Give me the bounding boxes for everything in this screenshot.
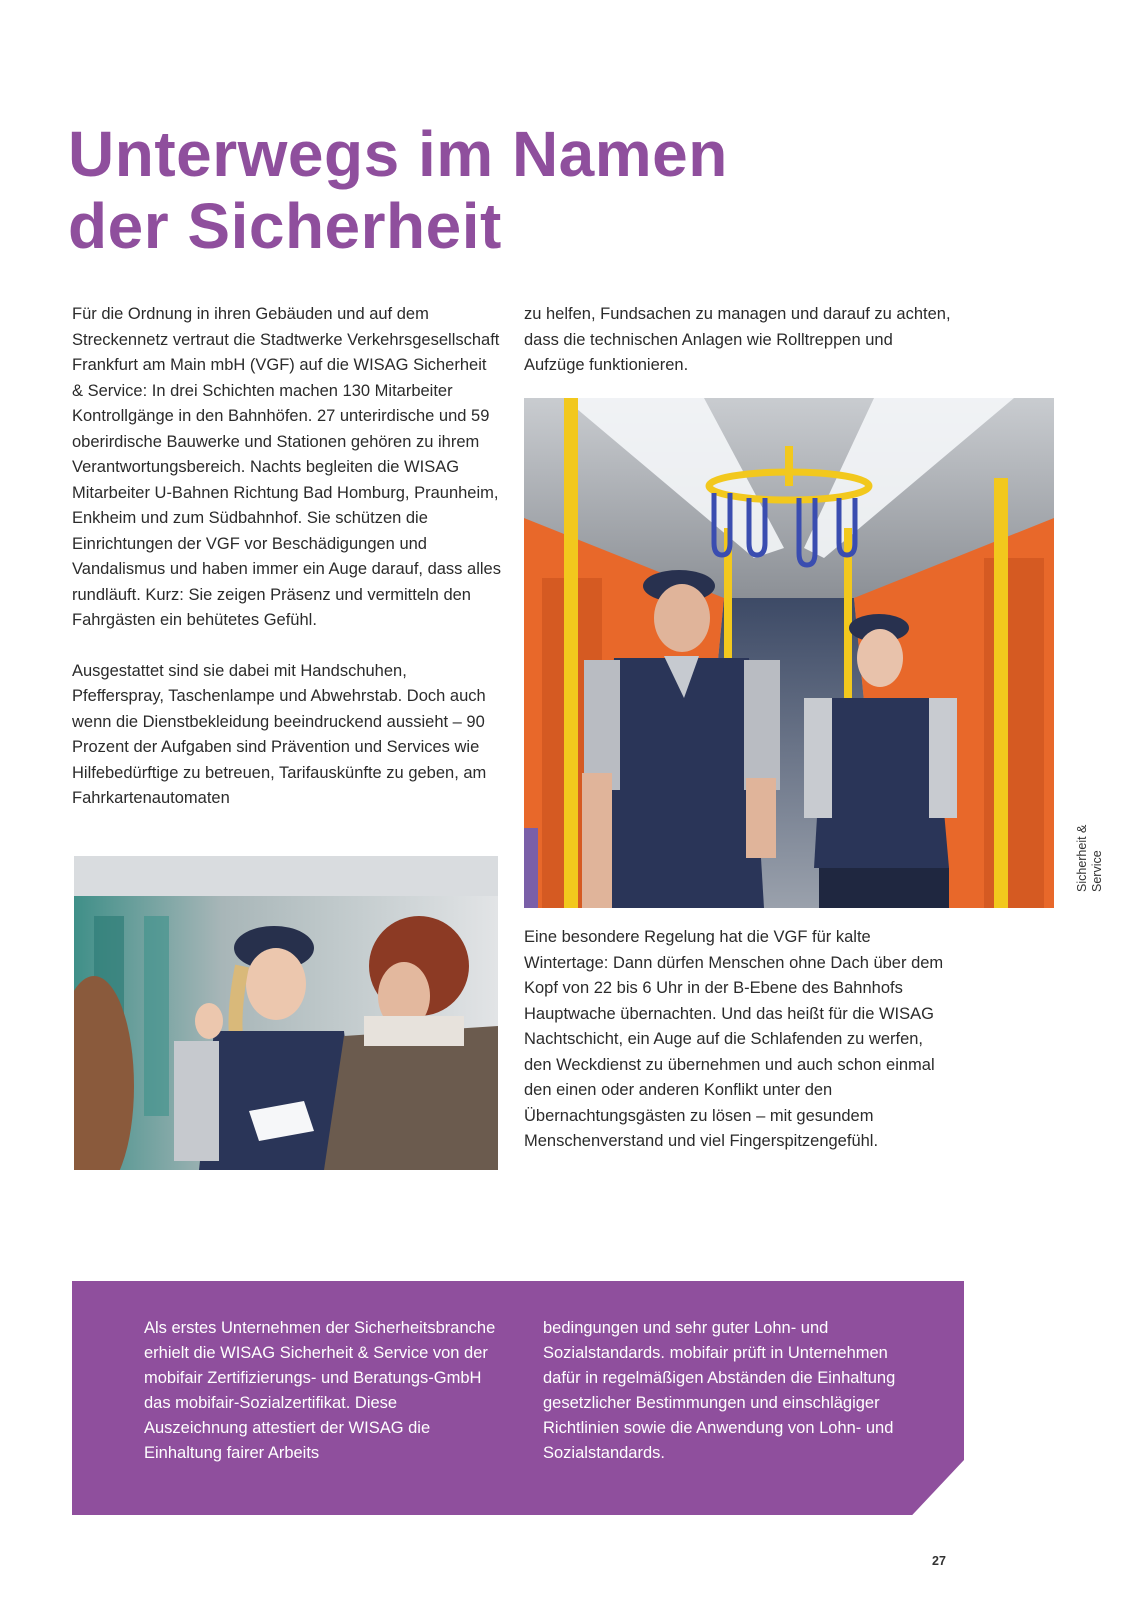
paragraph-ausgestattet: Ausgestattet sind sie dabei mit Handschuhen, Pfefferspray, Taschenlampe und Abwehrstab. Doch auch wenn die Dienstbekleidung beeindruckend aussieht – 90 Prozent der Aufgaben sind Prävention und Services wie Hilfebedürftige zu betreuen, Tarifauskünfte zu geben, am Fahrkartenautomaten (72, 661, 487, 807)
section-side-label (1075, 802, 1105, 892)
right-column-text-bottom (524, 925, 954, 1155)
page-number: 27 (932, 1554, 946, 1568)
paragraph-continuation: zu helfen, Fundsachen zu managen und darauf zu achten, dass die technischen Anlagen wie Rolltreppen und Aufzüge funktionieren. (524, 305, 951, 374)
side-label-line-2: Service (1090, 850, 1104, 892)
paragraph-ordnung: Für die Ordnung in ihren Gebäuden und auf dem Streckennetz vertraut die Stadtwerke Verkehrsgesellschaft Frankfurt am Main mbH (VGF) auf die WISAG Sicherheit & Service: In drei Schichten machen 130 Mitarbeiter Kontrollgänge in den Bahnhöfen. 27 unterirdische und 59 oberirdische Bauwerke und Stationen gehören zu ihrem Verantwortungsbereich. Nachts begleiten die WISAG Mitarbeiter U-Bahnen Richtung Bad Homburg, Praunheim, Enkheim und zum Südbahnhof. Sie schützen die Einrichtungen der VGF vor Beschädigungen und Vandalismus und haben immer ein Auge darauf, dass alles rundläuft. Kurz: Sie zeigen Präsenz und vermitteln den Fahrgästen ein behütetes Gefühl. (72, 305, 501, 629)
page-title (68, 118, 728, 262)
photo-security-staff-in-tram (524, 398, 1054, 908)
highlight-box-text-left: Als erstes Unternehmen der Sicherheitsbranche erhielt die WISAG Sicherheit & Service von der mobifair Zertifizierungs- und Beratungs-GmbH das mobifair-Sozialzertifikat. Diese Auszeichnung attestiert der WISAG die Einhaltung fairer Arbeits (144, 1319, 496, 1462)
page-title-line-1: Unterwegs im Namen (68, 118, 728, 190)
page-title-line-2: der Sicherheit (68, 190, 502, 262)
side-label-line-1: Sicherheit & (1075, 824, 1089, 892)
paragraph-wintertage: Eine besondere Regelung hat die VGF für kalte Wintertage: Dann dürfen Menschen ohne Dach über dem Kopf von 22 bis 6 Uhr in der B-Ebene des Bahnhofs Hauptwache übernachten. Und das heißt für die WISAG Nachtschicht, ein Auge auf die Schlafenden zu werfen, den Weckdienst zu übernehmen und auch schon einmal den einen oder anderen Konflikt unter den Übernachtungsgästen zu lösen – mit gesundem Menschenverstand und viel Fingerspitzengefühl. (524, 928, 944, 1150)
right-column-text-top (524, 302, 954, 379)
highlight-box-text-right: bedingungen und sehr guter Lohn- und Sozialstandards. mobifair prüft in Unternehmen dafür in regelmäßigen Abständen die Einhaltung gesetzlicher Bestimmungen und einschlägiger Richtlinien sowie die Anwendung von Lohn- und Sozialstandards. (543, 1319, 896, 1462)
left-column-text (72, 302, 502, 812)
photo-staff-helping-passenger (74, 856, 498, 1170)
